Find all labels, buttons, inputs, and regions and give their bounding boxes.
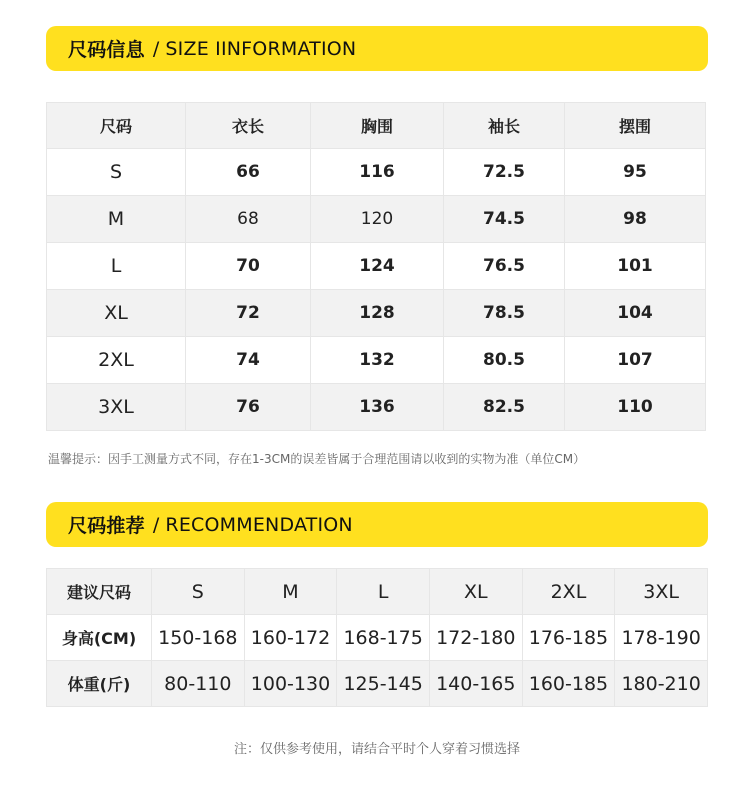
value-cell: 140-165 bbox=[429, 661, 522, 707]
size-info-title-cn: 尺码信息 bbox=[68, 39, 145, 61]
value-cell: 82.5 bbox=[444, 384, 565, 431]
value-cell: 76.5 bbox=[444, 243, 565, 290]
value-cell: 124 bbox=[311, 243, 444, 290]
table-row bbox=[47, 615, 708, 661]
table-header-row bbox=[47, 569, 708, 615]
size-cell: XL bbox=[47, 290, 186, 337]
size-cell: S bbox=[47, 149, 186, 196]
table-row bbox=[47, 337, 706, 384]
value-cell: 74.5 bbox=[444, 196, 565, 243]
value-cell: 160-172 bbox=[244, 615, 337, 661]
value-cell: 98 bbox=[565, 196, 706, 243]
value-cell: 160-185 bbox=[522, 661, 615, 707]
value-cell: 80.5 bbox=[444, 337, 565, 384]
header-cell: L bbox=[337, 569, 430, 615]
value-cell: 100-130 bbox=[244, 661, 337, 707]
value-cell: 76 bbox=[186, 384, 311, 431]
header-cell: XL bbox=[429, 569, 522, 615]
recommendation-title-cn: 尺码推荐 bbox=[68, 515, 145, 537]
row-label: 体重(斤) bbox=[47, 661, 152, 707]
value-cell: 132 bbox=[311, 337, 444, 384]
banner-separator: / bbox=[152, 37, 160, 60]
value-cell: 180-210 bbox=[615, 661, 708, 707]
value-cell: 78.5 bbox=[444, 290, 565, 337]
value-cell: 107 bbox=[565, 337, 706, 384]
value-cell: 172-180 bbox=[429, 615, 522, 661]
header-cell: S bbox=[152, 569, 245, 615]
table-row bbox=[47, 196, 706, 243]
value-cell: 104 bbox=[565, 290, 706, 337]
size-table bbox=[46, 102, 706, 431]
header-cell: 尺码 bbox=[47, 103, 186, 149]
header-cell: 摆围 bbox=[565, 103, 706, 149]
value-cell: 68 bbox=[186, 196, 311, 243]
size-cell: 2XL bbox=[47, 337, 186, 384]
reference-note: 注：仅供参考使用，请结合平时个人穿着习惯选择 bbox=[233, 742, 520, 757]
value-cell: 101 bbox=[565, 243, 706, 290]
value-cell: 125-145 bbox=[337, 661, 430, 707]
size-cell: 3XL bbox=[47, 384, 186, 431]
value-cell: 95 bbox=[565, 149, 706, 196]
measurement-note: 温馨提示：因手工测量方式不同，存在1-3CM的误差皆属于合理范围请以收到的实物为准（单位CM） bbox=[48, 452, 586, 466]
value-cell: 178-190 bbox=[615, 615, 708, 661]
value-cell: 72.5 bbox=[444, 149, 565, 196]
header-cell: 2XL bbox=[522, 569, 615, 615]
table-row bbox=[47, 290, 706, 337]
recommendation-banner bbox=[46, 502, 708, 547]
header-cell: M bbox=[244, 569, 337, 615]
size-cell: M bbox=[47, 196, 186, 243]
size-info-title-en: SIZE IINFORMATION bbox=[165, 37, 357, 60]
size-info-banner bbox=[46, 26, 708, 71]
table-row bbox=[47, 149, 706, 196]
table-row bbox=[47, 661, 708, 707]
table-row bbox=[47, 243, 706, 290]
size-cell: L bbox=[47, 243, 186, 290]
row-label: 身高(CM) bbox=[47, 615, 152, 661]
header-cell: 衣长 bbox=[186, 103, 311, 149]
value-cell: 120 bbox=[311, 196, 444, 243]
recommendation-title-en: RECOMMENDATION bbox=[165, 513, 353, 536]
value-cell: 136 bbox=[311, 384, 444, 431]
header-cell: 3XL bbox=[615, 569, 708, 615]
value-cell: 80-110 bbox=[152, 661, 245, 707]
banner-separator: / bbox=[152, 513, 160, 536]
table-row bbox=[47, 384, 706, 431]
header-cell: 袖长 bbox=[444, 103, 565, 149]
value-cell: 128 bbox=[311, 290, 444, 337]
recommendation-table bbox=[46, 568, 708, 707]
value-cell: 72 bbox=[186, 290, 311, 337]
value-cell: 66 bbox=[186, 149, 311, 196]
value-cell: 150-168 bbox=[152, 615, 245, 661]
value-cell: 74 bbox=[186, 337, 311, 384]
value-cell: 110 bbox=[565, 384, 706, 431]
value-cell: 116 bbox=[311, 149, 444, 196]
value-cell: 70 bbox=[186, 243, 311, 290]
value-cell: 168-175 bbox=[337, 615, 430, 661]
header-cell: 胸围 bbox=[311, 103, 444, 149]
header-cell: 建议尺码 bbox=[47, 569, 152, 615]
table-header-row bbox=[47, 103, 706, 149]
value-cell: 176-185 bbox=[522, 615, 615, 661]
